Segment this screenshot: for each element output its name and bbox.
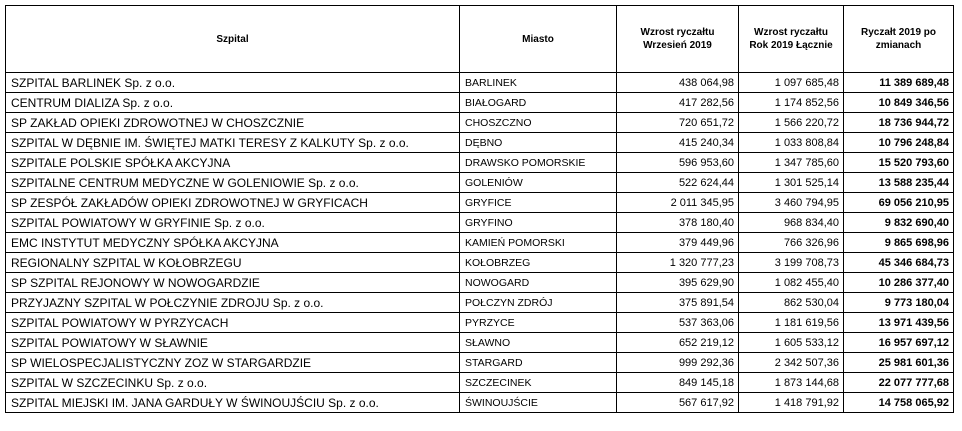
cell-sept-increase: 378 180,40 xyxy=(617,213,739,233)
cell-year-increase: 3 460 794,95 xyxy=(739,193,844,213)
cell-total-after: 10 286 377,40 xyxy=(844,273,954,293)
cell-sept-increase: 720 651,72 xyxy=(617,113,739,133)
cell-city: POŁCZYN ZDRÓJ xyxy=(460,293,617,313)
header-hospital: Szpital xyxy=(6,6,460,73)
table-row xyxy=(6,253,954,273)
table-row xyxy=(6,173,954,193)
cell-city: DĘBNO xyxy=(460,133,617,153)
cell-hospital: EMC INSTYTUT MEDYCZNY SPÓŁKA AKCYJNA xyxy=(6,233,460,253)
cell-hospital: SZPITAL BARLINEK Sp. z o.o. xyxy=(6,73,460,93)
cell-total-after: 10 796 248,84 xyxy=(844,133,954,153)
table-row xyxy=(6,353,954,373)
cell-year-increase: 1 873 144,68 xyxy=(739,373,844,393)
header-sept-increase: Wzrost ryczałtu Wrzesień 2019 xyxy=(617,6,739,73)
cell-total-after: 10 849 346,56 xyxy=(844,93,954,113)
cell-hospital: SP ZAKŁAD OPIEKI ZDROWOTNEJ W CHOSZCZNIE xyxy=(6,113,460,133)
table-row xyxy=(6,293,954,313)
cell-city: PYRZYCE xyxy=(460,313,617,333)
cell-hospital: SP SZPITAL REJONOWY W NOWOGARDZIE xyxy=(6,273,460,293)
table-row xyxy=(6,273,954,293)
cell-city: CHOSZCZNO xyxy=(460,113,617,133)
cell-year-increase: 1 301 525,14 xyxy=(739,173,844,193)
cell-total-after: 13 971 439,56 xyxy=(844,313,954,333)
cell-city: DRAWSKO POMORSKIE xyxy=(460,153,617,173)
cell-total-after: 14 758 065,92 xyxy=(844,393,954,413)
cell-hospital: SZPITAL MIEJSKI IM. JANA GARDUŁY W ŚWINOUJŚCIU Sp. z o.o. xyxy=(6,393,460,413)
table-row xyxy=(6,113,954,133)
cell-total-after: 15 520 793,60 xyxy=(844,153,954,173)
cell-sept-increase: 375 891,54 xyxy=(617,293,739,313)
table-row xyxy=(6,213,954,233)
table-row xyxy=(6,233,954,253)
cell-year-increase: 1 181 619,56 xyxy=(739,313,844,333)
table-row xyxy=(6,333,954,353)
cell-sept-increase: 395 629,90 xyxy=(617,273,739,293)
header-year-increase: Wzrost ryczałtu Rok 2019 Łącznie xyxy=(739,6,844,73)
cell-city: KAMIEŃ POMORSKI xyxy=(460,233,617,253)
cell-city: GOLENIÓW xyxy=(460,173,617,193)
table-row xyxy=(6,373,954,393)
cell-total-after: 9 865 698,96 xyxy=(844,233,954,253)
hospital-lump-sum-table xyxy=(5,5,954,413)
cell-year-increase: 766 326,96 xyxy=(739,233,844,253)
cell-total-after: 16 957 697,12 xyxy=(844,333,954,353)
cell-sept-increase: 379 449,96 xyxy=(617,233,739,253)
cell-sept-increase: 849 145,18 xyxy=(617,373,739,393)
cell-hospital: SZPITALE POLSKIE SPÓŁKA AKCYJNA xyxy=(6,153,460,173)
cell-year-increase: 1 033 808,84 xyxy=(739,133,844,153)
cell-sept-increase: 2 011 345,95 xyxy=(617,193,739,213)
cell-year-increase: 1 174 852,56 xyxy=(739,93,844,113)
cell-sept-increase: 596 953,60 xyxy=(617,153,739,173)
cell-city: GRYFICE xyxy=(460,193,617,213)
cell-sept-increase: 567 617,92 xyxy=(617,393,739,413)
table-row xyxy=(6,153,954,173)
cell-year-increase: 3 199 708,73 xyxy=(739,253,844,273)
cell-year-increase: 1 418 791,92 xyxy=(739,393,844,413)
cell-hospital: REGIONALNY SZPITAL W KOŁOBRZEGU xyxy=(6,253,460,273)
cell-total-after: 13 588 235,44 xyxy=(844,173,954,193)
cell-hospital: SZPITALNE CENTRUM MEDYCZNE W GOLENIOWIE Sp. z o.o. xyxy=(6,173,460,193)
cell-year-increase: 1 097 685,48 xyxy=(739,73,844,93)
cell-city: BARLINEK xyxy=(460,73,617,93)
cell-year-increase: 1 566 220,72 xyxy=(739,113,844,133)
table-row xyxy=(6,313,954,333)
cell-hospital: SP WIELOSPECJALISTYCZNY ZOZ W STARGARDZIE xyxy=(6,353,460,373)
cell-hospital: SZPITAL W SZCZECINKU Sp. z o.o. xyxy=(6,373,460,393)
cell-hospital: SZPITAL POWIATOWY W PYRZYCACH xyxy=(6,313,460,333)
cell-sept-increase: 438 064,98 xyxy=(617,73,739,93)
table-row xyxy=(6,93,954,113)
cell-year-increase: 1 082 455,40 xyxy=(739,273,844,293)
cell-total-after: 25 981 601,36 xyxy=(844,353,954,373)
cell-year-increase: 862 530,04 xyxy=(739,293,844,313)
cell-sept-increase: 1 320 777,23 xyxy=(617,253,739,273)
cell-year-increase: 1 347 785,60 xyxy=(739,153,844,173)
table-row xyxy=(6,133,954,153)
cell-sept-increase: 522 624,44 xyxy=(617,173,739,193)
cell-sept-increase: 537 363,06 xyxy=(617,313,739,333)
cell-hospital: SZPITAL POWIATOWY W SŁAWNIE xyxy=(6,333,460,353)
table-row xyxy=(6,73,954,93)
header-total-after: Ryczałt 2019 po zmianach xyxy=(844,6,954,73)
header-city: Miasto xyxy=(460,6,617,73)
cell-total-after: 9 832 690,40 xyxy=(844,213,954,233)
cell-total-after: 18 736 944,72 xyxy=(844,113,954,133)
cell-city: NOWOGARD xyxy=(460,273,617,293)
cell-hospital: CENTRUM DIALIZA Sp. z o.o. xyxy=(6,93,460,113)
cell-city: KOŁOBRZEG xyxy=(460,253,617,273)
cell-sept-increase: 417 282,56 xyxy=(617,93,739,113)
cell-city: SŁAWNO xyxy=(460,333,617,353)
cell-city: SZCZECINEK xyxy=(460,373,617,393)
cell-city: GRYFINO xyxy=(460,213,617,233)
cell-year-increase: 2 342 507,36 xyxy=(739,353,844,373)
cell-sept-increase: 415 240,34 xyxy=(617,133,739,153)
cell-year-increase: 1 605 533,12 xyxy=(739,333,844,353)
cell-city: ŚWINOUJŚCIE xyxy=(460,393,617,413)
cell-total-after: 22 077 777,68 xyxy=(844,373,954,393)
table-body xyxy=(6,73,954,413)
cell-city: BIAŁOGARD xyxy=(460,93,617,113)
cell-total-after: 45 346 684,73 xyxy=(844,253,954,273)
cell-total-after: 69 056 210,95 xyxy=(844,193,954,213)
cell-total-after: 9 773 180,04 xyxy=(844,293,954,313)
cell-hospital: SP ZESPÓŁ ZAKŁADÓW OPIEKI ZDROWOTNEJ W GRYFICACH xyxy=(6,193,460,213)
table-row xyxy=(6,393,954,413)
cell-sept-increase: 999 292,36 xyxy=(617,353,739,373)
cell-city: STARGARD xyxy=(460,353,617,373)
cell-hospital: SZPITAL POWIATOWY W GRYFINIE Sp. z o.o. xyxy=(6,213,460,233)
cell-hospital: PRZYJAZNY SZPITAL W POŁCZYNIE ZDROJU Sp. z o.o. xyxy=(6,293,460,313)
cell-total-after: 11 389 689,48 xyxy=(844,73,954,93)
cell-year-increase: 968 834,40 xyxy=(739,213,844,233)
header-row xyxy=(6,6,954,73)
cell-hospital: SZPITAL W DĘBNIE IM. ŚWIĘTEJ MATKI TERESY Z KALKUTY Sp. z o.o. xyxy=(6,133,460,153)
cell-sept-increase: 652 219,12 xyxy=(617,333,739,353)
table-row xyxy=(6,193,954,213)
